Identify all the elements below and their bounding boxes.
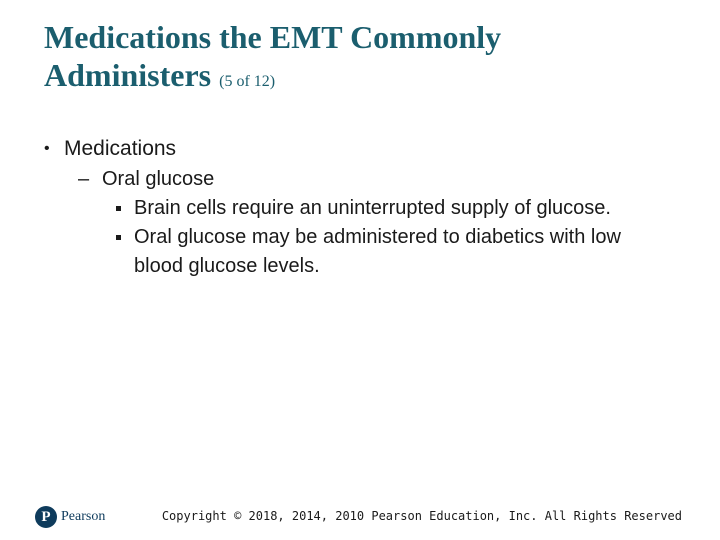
bullet-level2 — [78, 164, 694, 194]
bullet-level1 — [44, 134, 694, 164]
square-bullet-icon — [116, 206, 121, 211]
pearson-logo — [35, 505, 105, 529]
bullet-level3-item — [114, 194, 674, 223]
bullet-level3-item — [114, 223, 674, 281]
slide-title — [44, 18, 684, 101]
bullet-level3-text: Brain cells require an uninterrupted supply of glucose. — [134, 197, 611, 219]
dash-icon: – — [78, 168, 90, 190]
title-line-2: Administers — [44, 57, 212, 93]
bullet-level1-text: Medications — [64, 137, 177, 160]
title-line-1: Medications the EMT Commonly — [44, 19, 502, 55]
title-counter: (5 of 12) — [219, 73, 276, 90]
bullet-level3-text: Oral glucose may be administered to diabetics with low blood glucose levels. — [134, 226, 621, 277]
pearson-logo-icon: P — [35, 506, 57, 528]
slide-body — [44, 134, 694, 281]
pearson-logo-text: Pearson — [61, 509, 106, 524]
copyright-notice: Copyright © 2018, 2014, 2010 Pearson Education, Inc. All Rights Reserved — [161, 509, 682, 523]
bullet-dot-icon: • — [44, 140, 50, 157]
bullet-level2-text: Oral glucose — [102, 168, 215, 190]
square-bullet-icon — [116, 235, 121, 240]
